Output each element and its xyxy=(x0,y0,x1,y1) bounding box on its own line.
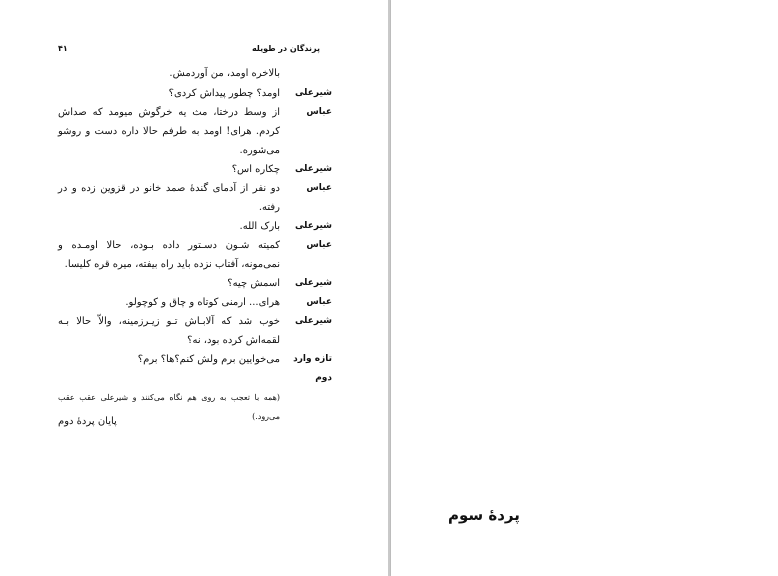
stage-direction: (همه با تعجب به روی هم نگاه می‌کنند و شیرعلی عقب عقب می‌رود.) xyxy=(58,393,280,421)
speaker-name: عباس xyxy=(306,183,332,193)
dialogue-line xyxy=(58,350,332,388)
act-title: پردهٔ سوم xyxy=(448,506,520,524)
speech-text: اومد؟ چطور پیداش کردی؟ xyxy=(168,88,280,99)
speech-text: خوب شد که آلابـاش تـو زیـرزمینه، والاّ حالا بـه لقمه‌اش کرده بود، نه؟ xyxy=(58,316,280,346)
dialogue-line xyxy=(58,84,332,103)
speech-text: کمیته شـون دسـتور داده بـوده، حالا اومـده و نمی‌مونه، آفتاب نزده باید راه بیفته، میره قره کلیسا. xyxy=(58,240,280,270)
speech-text: بارک الله. xyxy=(239,221,280,232)
dialogue-block xyxy=(58,84,332,426)
speech-text: چکاره اس؟ xyxy=(231,164,280,175)
end-of-act-text: پایان پردهٔ دوم xyxy=(58,416,117,427)
speaker-name: عباس xyxy=(306,297,332,307)
page-header xyxy=(58,40,320,56)
speaker-name: تازه وارد دوم xyxy=(293,354,332,383)
dialogue-line xyxy=(58,274,332,293)
dialogue-line xyxy=(58,312,332,350)
dialogue-line xyxy=(58,160,332,179)
speaker-name: شیرعلی xyxy=(294,278,332,288)
end-of-act-label xyxy=(58,416,258,427)
dialogue-line xyxy=(58,179,332,217)
speech-text: دو نفر از آدمای گندهٔ صمد خانو در قزوین زده و در رفته. xyxy=(58,183,280,213)
speech-text: از وسط درختا، مث یه خرگوش میومد که صداش کردم. هرای! اومد به طرفم حالا داره دست و روشو می‌شوره. xyxy=(58,107,280,156)
dialogue-line xyxy=(58,103,332,160)
right-page xyxy=(391,0,778,576)
speaker-name: شیرعلی xyxy=(294,164,332,174)
stage-intro-line: بالاخره اومد، من آوردمش. xyxy=(169,68,280,79)
speaker-name: شیرعلی xyxy=(294,88,332,98)
left-page xyxy=(0,0,388,576)
speech-text: اسمش چیه؟ xyxy=(227,278,280,289)
speaker-name: شیرعلی xyxy=(294,316,332,326)
speaker-name: عباس xyxy=(306,107,332,117)
speaker-name: شیرعلی xyxy=(294,221,332,231)
speech-text: هرای... ارمنی کوتاه و چاق و کوچولو. xyxy=(125,297,280,308)
running-title: پرندگان در طویله xyxy=(251,43,320,53)
speech-text: می‌خوایین برم ولش کنم؟ها؟ برم؟ xyxy=(137,354,280,365)
page-number: ۴۱ xyxy=(58,43,68,53)
dialogue-line xyxy=(58,236,332,274)
speaker-name: عباس xyxy=(306,240,332,250)
dialogue-line xyxy=(58,217,332,236)
dialogue-line xyxy=(58,293,332,312)
